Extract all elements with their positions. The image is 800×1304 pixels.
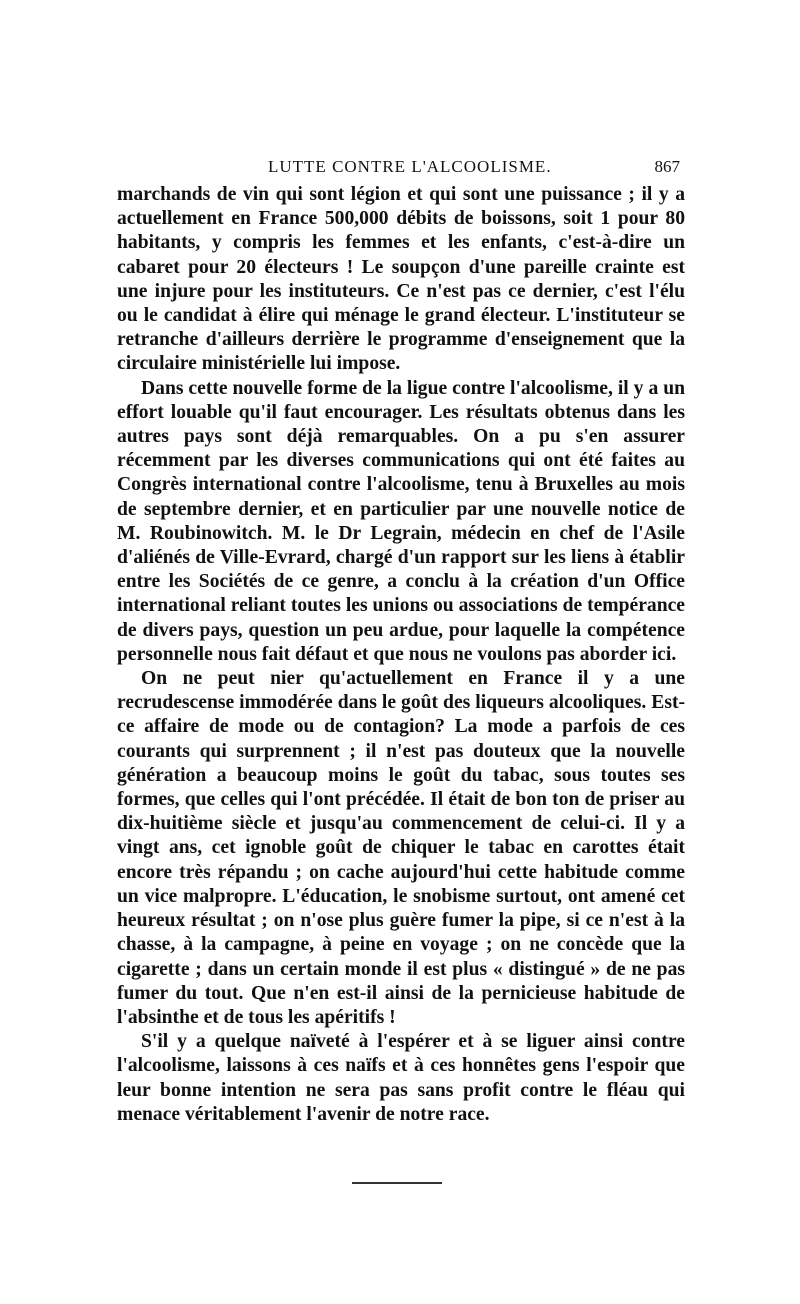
end-divider (352, 1182, 442, 1184)
running-title: LUTTE CONTRE L'ALCOOLISME. (268, 157, 552, 176)
body-text (117, 183, 685, 1127)
paragraph-2: Dans cette nouvelle forme de la ligue contre l'alcoolisme, il y a un effort louable qu'il faut encourager. Les résultats obtenus dans les autres pays sont déjà remarquables. On a pu s'en assurer récemment par les diverses communications qui ont été faites au Congrès international contre l'alcoolisme, tenu à Bruxelles au mois de septembre dernier, et en particulier par une nouvelle notice de M. Roubinowitch. M. le Dr Legrain, médecin en chef de l'Asile d'aliénés de Ville-Evrard, chargé d'un rapport sur les liens à établir entre les Sociétés de ce genre, a conclu à la création d'un Office international reliant toutes les unions ou associations de tempérance de divers pays, question un peu ardue, pour laquelle la compétence personnelle nous fait défaut et que nous ne voulons pas aborder ici. (117, 377, 685, 665)
page-number: 867 (654, 157, 680, 176)
running-header (120, 157, 680, 183)
paragraph-4: S'il y a quelque naïveté à l'espérer et à se liguer ainsi contre l'alcoolisme, laissons à ces naïfs et à ces honnêtes gens l'espoir que leur bonne intention ne sera pas sans profit contre le fléau qui menace véritablement l'avenir de notre race. (117, 1031, 685, 1125)
paragraph-1: marchands de vin qui sont légion et qui sont une puissance ; il y a actuellement en France 500,000 débits de boissons, soit 1 pour 80 habitants, y compris les femmes et les enfants, c'est-à-dire un cabaret pour 20 électeurs ! Le soupçon d'une pareille crainte est une injure pour les instituteurs. Ce n'est pas ce dernier, c'est l'élu ou le candidat à élire qui ménage le grand électeur. L'instituteur se retranche d'ailleurs derrière le programme d'enseignement que la circulaire ministérielle lui impose. (117, 184, 685, 375)
paragraph-3: On ne peut nier qu'actuellement en France il y a une recrudescense immodérée dans le goût des liqueurs alcooliques. Est-ce affaire de mode ou de contagion? La mode a parfois de ces courants qui surprennent ; il n'est pas douteux que la nouvelle génération a beaucoup moins le goût du tabac, sous toutes ses formes, que celles qui l'ont précédée. Il était de bon ton de priser au dix-huitième siècle et jusqu'au commencement de celui-ci. Il y a vingt ans, cet ignoble goût de chiquer le tabac en carottes était encore très répandu ; on cache aujourd'hui cette habitude comme un vice malpropre. L'éducation, le snobisme surtout, ont amené cet heureux résultat ; on n'ose plus guère fumer la pipe, si ce n'est à la chasse, à la campagne, à peine en voyage ; on ne concède que la cigarette ; dans un certain monde il est plus « distingué » de ne pas fumer du tout. Que n'en est-il ainsi de la pernicieuse habitude de l'absinthe et de tous les apéritifs ! (117, 668, 685, 1028)
